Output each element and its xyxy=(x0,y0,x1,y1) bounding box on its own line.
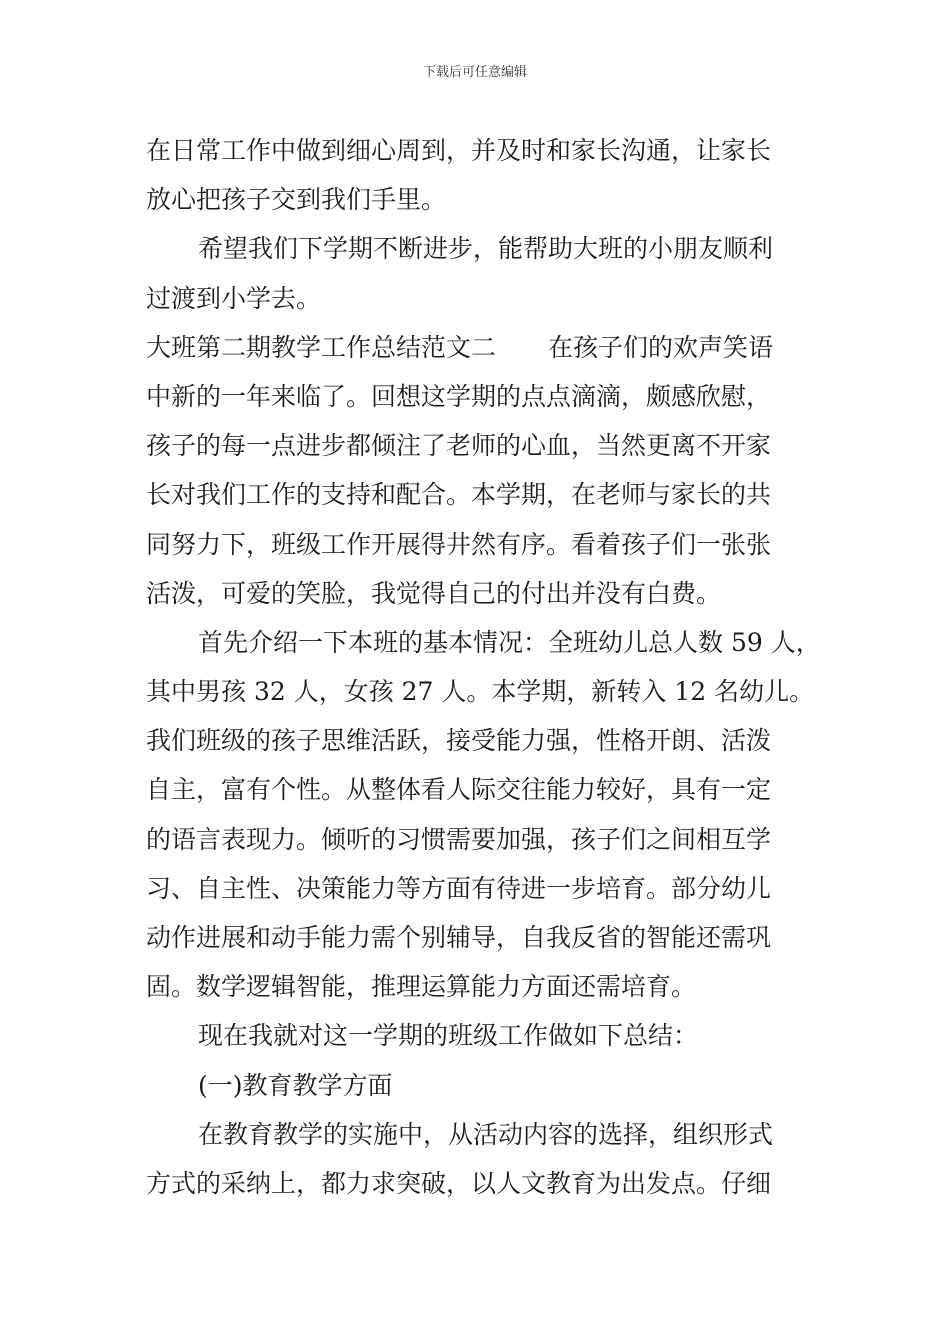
text-line: 现在我就对这一学期的班级工作做如下总结： xyxy=(198,1021,699,1051)
text-line: 其中男孩 32 人，女孩 27 人。本学期，新转入 12 名幼儿。 xyxy=(146,677,815,707)
document-body xyxy=(146,126,826,1208)
text-line: 在教育教学的实施中，从活动内容的选择，组织形式 xyxy=(198,1119,774,1149)
text-line: 习、自主性、决策能力等方面有待进一步培育。部分幼儿 xyxy=(146,873,772,903)
text-line: 长对我们工作的支持和配合。本学期，在老师与家长的共 xyxy=(146,480,772,510)
text-line: 过渡到小学去。 xyxy=(146,283,322,313)
section-heading: 大班第二期教学工作总结范文二 xyxy=(146,332,497,362)
text-line: 同努力下，班级工作开展得井然有序。看着孩子们一张张 xyxy=(146,529,772,559)
text-line-fragment: 在孩子们的欢声笑语 xyxy=(548,332,774,362)
text-line: 自主，富有个性。从整体看人际交往能力较好，具有一定 xyxy=(146,775,772,805)
text-line: 放心把孩子交到我们手里。 xyxy=(146,185,447,215)
text-line: 动作进展和动手能力需个别辅导，自我反省的智能还需巩 xyxy=(146,923,772,952)
text-line: 方式的采纳上，都力求突破，以人文教育为出发点。仔细 xyxy=(146,1168,772,1198)
page-header-note: 下载后可任意编辑 xyxy=(422,65,527,80)
text-line: 首先介绍一下本班的基本情况：全班幼儿总人数 59 人， xyxy=(198,627,821,657)
text-line: 在日常工作中做到细心周到，并及时和家长沟通，让家长 xyxy=(146,136,772,165)
text-line: 的语言表现力。倾听的习惯需要加强，孩子们之间相互学 xyxy=(146,824,772,854)
subsection-heading: (一)教育教学方面 xyxy=(198,1070,393,1100)
text-line: 中新的一年来临了。回想这学期的点点滴滴，颇感欣慰， xyxy=(146,381,772,411)
text-line: 活泼，可爱的笑脸，我觉得自己的付出并没有白费。 xyxy=(146,578,722,608)
text-line: 我们班级的孩子思维活跃，接受能力强，性格开朗、活泼 xyxy=(146,726,772,756)
text-line: 固。数学逻辑智能，推理运算能力方面还需培育。 xyxy=(146,972,697,1002)
section-heading-line xyxy=(146,323,826,372)
text-line: 孩子的每一点进步都倾注了老师的心血，当然更离不开家 xyxy=(146,431,772,461)
text-line: 希望我们下学期不断进步，能帮助大班的小朋友顺利 xyxy=(198,234,774,264)
